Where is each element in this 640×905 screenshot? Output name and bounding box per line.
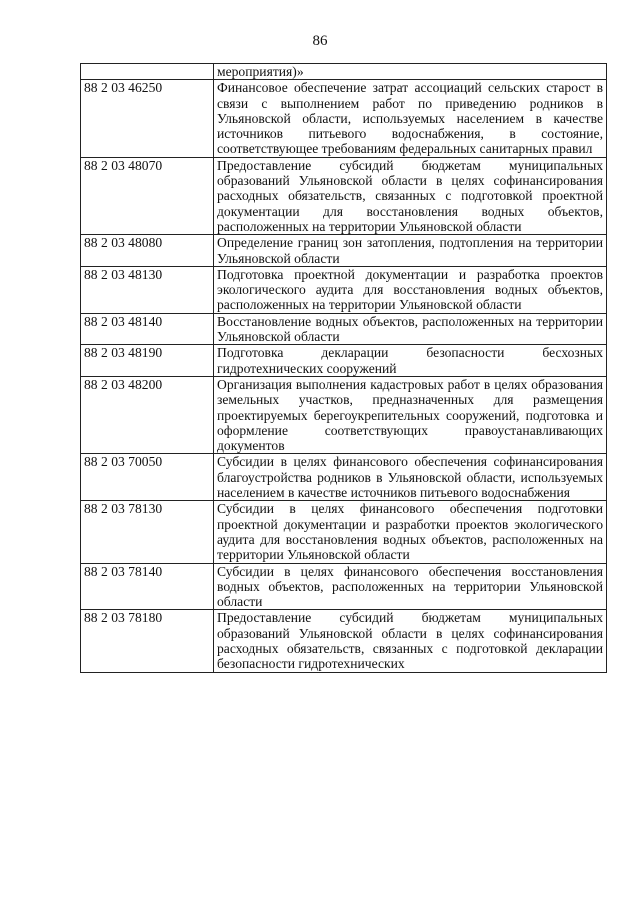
- row-description: Финансовое обеспечение затрат ассоциаций сельских старост в связи с выполнением работ по приведению родников в Ульяновской области, используемых населением в качестве источников питьевого водоснабжения, в состояние, соответствующее требованиям федеральных санитарных правил: [214, 80, 607, 157]
- row-description: Субсидии в целях финансового обеспечения восстановления водных объектов, расположенных на территории Ульяновской области: [214, 563, 607, 610]
- table-row: [81, 376, 607, 453]
- row-code: 88 2 03 48070: [81, 157, 214, 234]
- row-code: [81, 64, 214, 80]
- row-code: 88 2 03 48080: [81, 235, 214, 267]
- page-number: 86: [312, 33, 328, 49]
- table-row: [81, 313, 607, 345]
- table-row: [81, 80, 607, 157]
- row-code: 88 2 03 78140: [81, 563, 214, 610]
- table-row: [81, 345, 607, 377]
- table-row: [81, 235, 607, 267]
- row-code: 88 2 03 48200: [81, 376, 214, 453]
- table-row: [81, 454, 607, 501]
- row-code: 88 2 03 78180: [81, 610, 214, 672]
- budget-code-table: [80, 63, 607, 673]
- row-description: мероприятия)»: [214, 64, 607, 80]
- table-row: [81, 157, 607, 234]
- row-description: Определение границ зон затопления, подтопления на территории Ульяновской области: [214, 235, 607, 267]
- table-row: [81, 266, 607, 313]
- row-description: Субсидии в целях финансового обеспечения софинансирования благоустройства родников в Ульяновской области, используемых населением в качестве источников питьевого водоснабжения: [214, 454, 607, 501]
- row-description: Предоставление субсидий бюджетам муниципальных образований Ульяновской области в целях софинансирования расходных обязательств, связанных с подготовкой проектной документации для восстановления водных объектов, расположенных на территории Ульяновской области: [214, 157, 607, 234]
- table-row: [81, 501, 607, 563]
- row-code: 88 2 03 48130: [81, 266, 214, 313]
- row-description: Субсидии в целях финансового обеспечения подготовки проектной документации и разработки проектов экологического аудита для восстановления водных объектов, расположенных на территории Ульяновской области: [214, 501, 607, 563]
- row-description: Восстановление водных объектов, расположенных на территории Ульяновской области: [214, 313, 607, 345]
- row-code: 88 2 03 70050: [81, 454, 214, 501]
- row-description: Организация выполнения кадастровых работ в целях образования земельных участков, предназначенных для размещения проектируемых берегоукрепительных сооружений, подготовка и оформление соответствующих правоустанавливающих документов: [214, 376, 607, 453]
- row-code: 88 2 03 48140: [81, 313, 214, 345]
- row-description: Подготовка декларации безопасности бесхозных гидротехнических сооружений: [214, 345, 607, 377]
- row-description: Предоставление субсидий бюджетам муниципальных образований Ульяновской области в целях софинансирования расходных обязательств, связанных с подготовкой декларации безопасности гидротехнических: [214, 610, 607, 672]
- row-code: 88 2 03 48190: [81, 345, 214, 377]
- row-description: Подготовка проектной документации и разработка проектов экологического аудита для восстановления водных объектов, расположенных на территории Ульяновской области: [214, 266, 607, 313]
- table-row: [81, 64, 607, 80]
- table-row: [81, 563, 607, 610]
- row-code: 88 2 03 78130: [81, 501, 214, 563]
- row-code: 88 2 03 46250: [81, 80, 214, 157]
- table-row: [81, 610, 607, 672]
